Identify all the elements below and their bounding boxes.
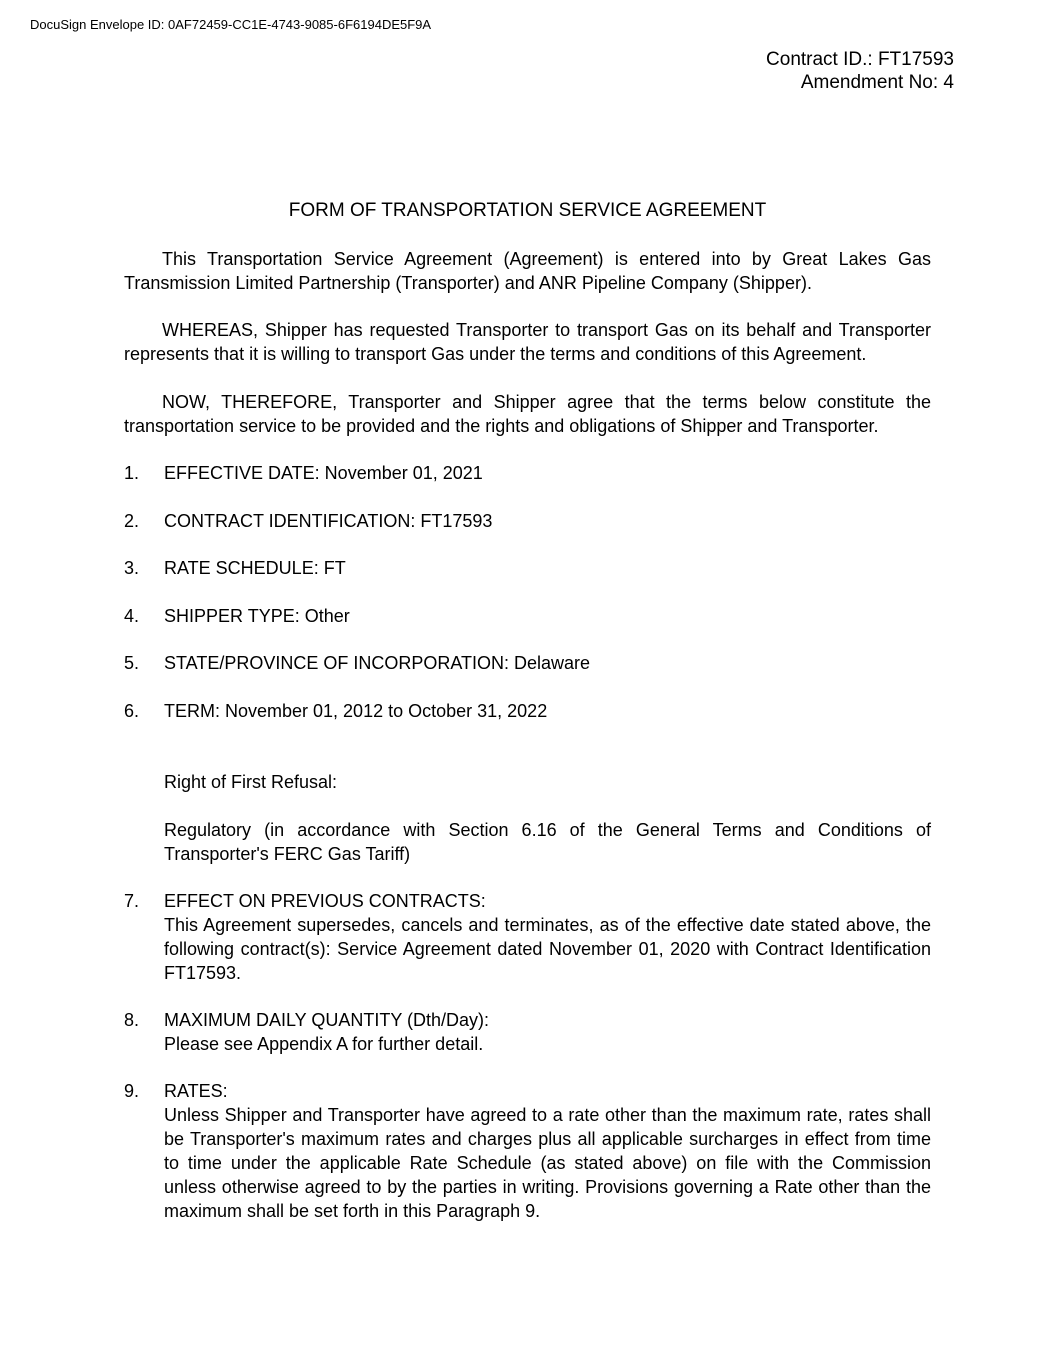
intro-paragraph: This Transportation Service Agreement (Agreement) is entered into by Great Lakes Gas Transmission Limited Partnership (Transporter) and ANR Pipeline Company (Shipper). — [124, 249, 931, 293]
document-title: FORM OF TRANSPORTATION SERVICE AGREEMENT — [288, 200, 767, 221]
item-heading: MAXIMUM DAILY QUANTITY (Dth/Day): — [164, 1010, 490, 1030]
item-text: Unless Shipper and Transporter have agreed to a rate other than the maximum rate, rates shall be Transporter's maximum rates and charges plus all applicable surcharges in effect from time to time under the applicable Rate Schedule (as stated above) on file with the Commission unless otherwise agreed to by the parties in writing. Provisions governing a Rate other than the maximum shall be set forth in this Paragraph 9. — [164, 1105, 931, 1221]
item-body — [164, 1079, 931, 1223]
rofr-text: Regulatory (in accordance with Section 6.16 of the General Terms and Conditions of Transporter's FERC Gas Tariff) — [164, 820, 931, 864]
item-number: 4. — [124, 606, 140, 626]
item-number: 2. — [124, 511, 140, 531]
item-number: 3. — [124, 558, 140, 578]
item-rate-schedule — [124, 556, 931, 580]
item-text: STATE/PROVINCE OF INCORPORATION: Delaware — [164, 653, 591, 673]
item-text: RATE SCHEDULE: FT — [164, 558, 346, 578]
item-state-province — [124, 651, 931, 675]
item-text: TERM: November 01, 2012 to October 31, 2022 — [164, 701, 548, 721]
item-text: CONTRACT IDENTIFICATION: FT17593 — [164, 511, 493, 531]
item-number: 8. — [124, 1010, 140, 1030]
item-effect-on-previous-contracts — [124, 889, 931, 985]
item-text: This Agreement supersedes, cancels and terminates, as of the effective date stated above, the following contract(s): Service Agreement dated November 01, 2020 with Contract Identification FT17593. — [164, 915, 931, 983]
whereas-paragraph: WHEREAS, Shipper has requested Transporter to transport Gas on its behalf and Transporter represents that it is willing to transport Gas under the terms and conditions of this Agreement. — [124, 320, 931, 364]
item-shipper-type — [124, 604, 931, 628]
amendment-number: Amendment No: 4 — [800, 72, 954, 93]
now-therefore-paragraph: NOW, THEREFORE, Transporter and Shipper agree that the terms below constitute the transportation service to be provided and the rights and obligations of Shipper and Transporter. — [124, 392, 931, 436]
item-text: Please see Appendix A for further detail. — [164, 1034, 484, 1054]
item-number: 6. — [124, 701, 140, 721]
item-effective-date — [124, 461, 931, 485]
item-body — [164, 889, 931, 985]
contract-id: Contract ID.: FT17593 — [766, 49, 954, 70]
item-text: SHIPPER TYPE: Other — [164, 606, 350, 626]
item-body — [164, 1008, 931, 1056]
item-rates — [124, 1079, 931, 1223]
item-number: 9. — [124, 1081, 140, 1101]
item-number: 5. — [124, 653, 140, 673]
item-maximum-daily-quantity — [124, 1008, 931, 1056]
rofr-label: Right of First Refusal: — [164, 772, 338, 792]
item-contract-identification — [124, 509, 931, 533]
item-heading: EFFECT ON PREVIOUS CONTRACTS: — [164, 891, 486, 911]
docusign-envelope-id: DocuSign Envelope ID: 0AF72459-CC1E-4743-9085-6F6194DE5F9A — [30, 17, 432, 32]
contract-header — [766, 48, 954, 94]
item-term — [124, 699, 931, 723]
item-text: EFFECTIVE DATE: November 01, 2021 — [164, 463, 483, 483]
item-number: 7. — [124, 891, 140, 911]
item-number: 1. — [124, 463, 140, 483]
item-heading: RATES: — [164, 1081, 228, 1101]
